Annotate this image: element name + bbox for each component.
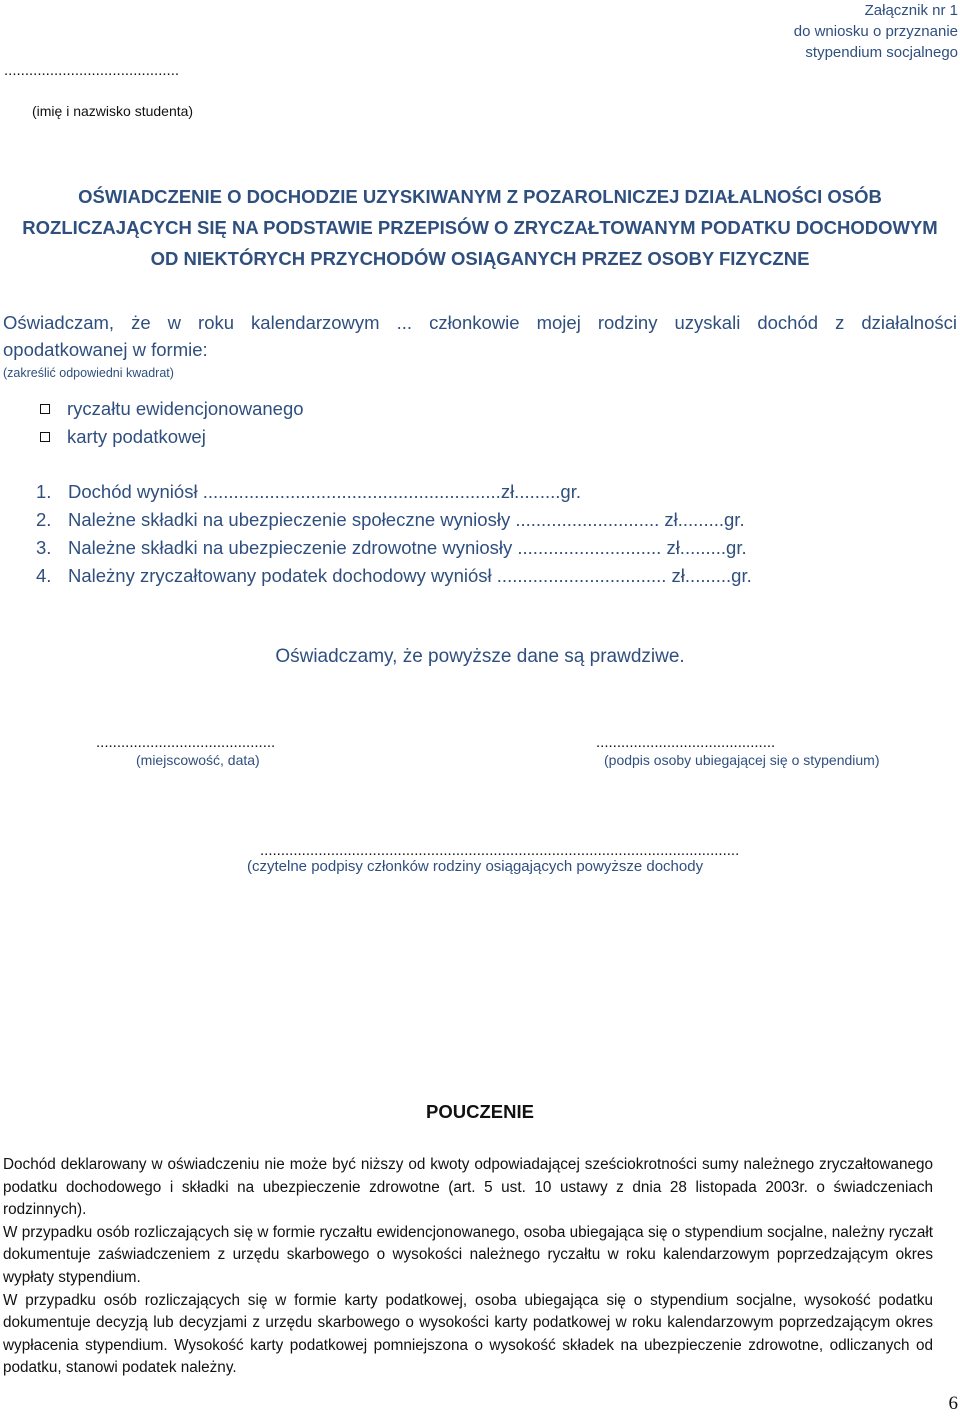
applicant-signature-caption: (podpis osoby ubiegającej się o stypendium): [604, 752, 880, 768]
truth-declaration: Oświadczamy, że powyższe dane są prawdziwe.: [275, 646, 685, 667]
option-label: karty podatkowej: [67, 426, 206, 447]
item-number: 1.: [36, 481, 52, 502]
family-signatures-field: ...................................................................................................................: [260, 842, 740, 859]
title-line-1: OŚWIADCZENIE O DOCHODZIE UZYSKIWANYM Z POZAROLNICZEJ DZIAŁALNOŚCI OSÓB: [78, 186, 882, 207]
option-tax-card[interactable]: [40, 426, 206, 448]
instruction-paragraph: W przypadku osób rozliczających się w formie karty podatkowej, osoba ubiegająca się o stypendium socjalne, wysokość podatku dokumentuje decyzją lub decyzjami z urzędu skarbowego o wysokości karty podatkowej w roku kalendarzowym poprzedzającym okres wypłacenia stypendium. Wysokość karty podatkowej pomniejszona o wysokość składek na ubezpieczenie zdrowotne, odliczanych od podatku, stanowi podatek należny.: [3, 1291, 933, 1377]
item-number: 2.: [36, 509, 52, 530]
instruction-paragraph: W przypadku osób rozliczających się w formie ryczałtu ewidencjonowanego, osoba ubiegająca się o stypendium socjalne, należny ryczałt dokumentuje zaświadczeniem z urzędu skarbowego o wysokości należnego ryczałtu w roku kalendarzowym poprzedzającym okres wypłaty stypendium.: [3, 1223, 933, 1286]
declaration-line-2: opodatkowanej w formie:: [3, 339, 208, 360]
place-date-field: ...........................................: [96, 734, 276, 751]
item-text: Należne składki na ubezpieczenie zdrowotne wyniosły ............................ zł.........gr.: [68, 537, 747, 558]
title-line-3: OD NIEKTÓRYCH PRZYCHODÓW OSIĄGANYCH PRZEZ OSOBY FIZYCZNE: [150, 248, 810, 269]
social-contribution-item: [36, 509, 745, 531]
student-name-field: ..........................................: [4, 62, 180, 79]
option-label: ryczałtu ewidencjonowanego: [67, 398, 304, 419]
title-line-2: ROZLICZAJĄCYCH SIĘ NA PODSTAWIE PRZEPISÓW O ZRYCZAŁTOWANYM PODATKU DOCHODOWYM: [22, 217, 938, 238]
document-title: [0, 181, 960, 274]
instructions-body: [3, 1154, 933, 1380]
income-item: [36, 481, 581, 503]
applicant-signature-field: ...........................................: [596, 734, 776, 751]
attachment-line3: stypendium socjalnego: [805, 44, 958, 61]
item-text: Należne składki na ubezpieczenie społeczne wyniosły ............................ zł.........gr.: [68, 509, 745, 530]
option-flat-rate[interactable]: [40, 398, 304, 420]
place-date-caption: (miejscowość, data): [136, 752, 260, 768]
attachment-number: Załącznik nr 1: [864, 2, 958, 19]
flat-tax-item: [36, 565, 752, 587]
instructions-title: POUCZENIE: [426, 1101, 534, 1122]
family-signatures-caption: (czytelne podpisy członków rodziny osiągających powyższe dochody: [247, 858, 704, 875]
checkbox-icon[interactable]: [40, 432, 50, 442]
attachment-line2: do wniosku o przyznanie: [793, 23, 958, 40]
checkbox-icon[interactable]: [40, 404, 50, 414]
item-number: 4.: [36, 565, 52, 586]
item-text: Dochód wyniósł ..........................................................zł.........gr.: [68, 481, 582, 502]
attachment-header: [794, 0, 958, 63]
item-text: Należny zryczałtowany podatek dochodowy wyniósł ................................. zł.........gr.: [68, 565, 752, 586]
student-name-caption: (imię i nazwisko studenta): [32, 103, 194, 119]
declaration-note: (zakreślić odpowiedni kwadrat): [3, 366, 174, 380]
health-contribution-item: [36, 537, 747, 559]
item-number: 3.: [36, 537, 52, 558]
instruction-paragraph: Dochód deklarowany w oświadczeniu nie może być niższy od kwoty odpowiadającej sześciokrotności sumy należnego zryczałtowanego podatku dochodowego i składki na ubezpieczenie zdrowotne (art. 5 ust. 10 ustawy z dnia 28 listopada 2003r. o świadczeniach rodzinnych).: [3, 1156, 933, 1219]
page-number: 6: [948, 1393, 958, 1414]
declaration-line-1: Oświadczam, że w roku kalendarzowym ... członkowie mojej rodziny uzyskali dochód z działalności: [3, 312, 957, 333]
